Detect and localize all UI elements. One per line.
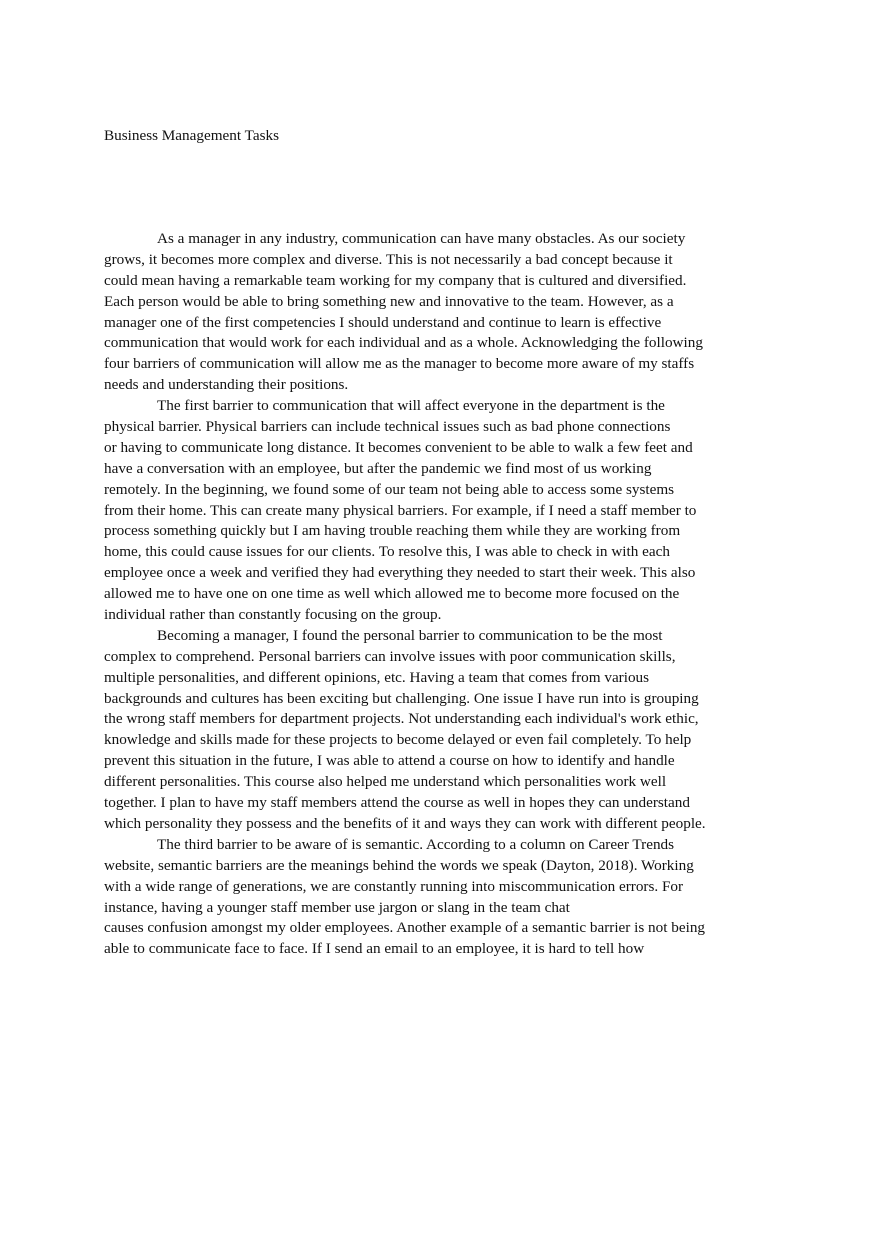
text-line: needs and understanding their positions. — [104, 376, 349, 394]
text-line: different personalities. This course also helped me understand which personalities work well — [104, 773, 667, 791]
text-line: causes confusion amongst my older employees. Another example of a semantic barrier is not being — [104, 919, 706, 937]
text-line: remotely. In the beginning, we found some of our team not being able to access some systems — [104, 480, 675, 498]
text-line: with a wide range of generations, we are constantly running into miscommunication errors. For — [104, 877, 684, 895]
text-line: or having to communicate long distance. It becomes convenient to be able to walk a few feet and — [104, 438, 693, 456]
text-line: which personality they possess and the benefits of it and ways they can work with different people. — [104, 814, 706, 832]
text-line: complex to comprehend. Personal barriers can involve issues with poor communication skills, — [104, 647, 676, 665]
text-line: knowledge and skills made for these projects to become delayed or even fail completely. To help — [104, 731, 692, 749]
text-line: process something quickly but I am having trouble reaching them while they are working from — [104, 522, 681, 540]
text-line: allowed me to have one on one time as well which allowed me to become more focused on the — [104, 585, 680, 603]
text-line: website, semantic barriers are the meanings behind the words we speak (Dayton, 2018). Working — [104, 856, 694, 874]
paragraph-first-line: Becoming a manager, I found the personal barrier to communication to be the most — [157, 626, 663, 644]
document-body — [104, 229, 784, 960]
text-line: individual rather than constantly focusing on the group. — [104, 606, 442, 624]
paragraph-first-line: The first barrier to communication that will affect everyone in the department is the — [157, 397, 665, 415]
text-line: from their home. This can create many physical barriers. For example, if I need a staff member to — [104, 501, 697, 519]
text-line: instance, having a younger staff member use jargon or slang in the team chat — [104, 898, 570, 916]
text-line: grows, it becomes more complex and diverse. This is not necessarily a bad concept because it — [104, 250, 673, 268]
document-title: Business Management Tasks — [104, 127, 279, 144]
text-line: Each person would be able to bring something new and innovative to the team. However, as a — [104, 292, 674, 310]
text-line: home, this could cause issues for our clients. To resolve this, I was able to check in with each — [104, 543, 670, 561]
text-line: employee once a week and verified they had everything they needed to start their week. This also — [104, 564, 696, 582]
paragraph-first-line: The third barrier to be aware of is semantic. According to a column on Career Trends — [157, 835, 675, 853]
text-line: backgrounds and cultures has been exciting but challenging. One issue I have run into is grouping — [104, 689, 699, 707]
text-line: communication that would work for each individual and as a whole. Acknowledging the following — [104, 334, 703, 352]
text-line: could mean having a remarkable team working for my company that is cultured and diversified. — [104, 271, 687, 289]
text-line: physical barrier. Physical barriers can include technical issues such as bad phone connections — [104, 418, 671, 436]
text-line: multiple personalities, and different opinions, etc. Having a team that comes from various — [104, 668, 650, 686]
text-line: manager one of the first competencies I should understand and continue to learn is effective — [104, 313, 662, 331]
text-line: prevent this situation in the future, I was able to attend a course on how to identify and handle — [104, 752, 675, 770]
paragraph-first-line: As a manager in any industry, communication can have many obstacles. As our society — [157, 230, 686, 247]
text-line: able to communicate face to face. If I send an email to an employee, it is hard to tell how — [104, 940, 645, 958]
text-line: have a conversation with an employee, but after the pandemic we find most of us working — [104, 459, 652, 477]
text-line: the wrong staff members for department projects. Not understanding each individual's work ethic, — [104, 710, 699, 728]
text-line: four barriers of communication will allow me as the manager to become more aware of my staffs — [104, 355, 695, 373]
text-line: together. I plan to have my staff members attend the course as well in hopes they can understand — [104, 794, 690, 812]
